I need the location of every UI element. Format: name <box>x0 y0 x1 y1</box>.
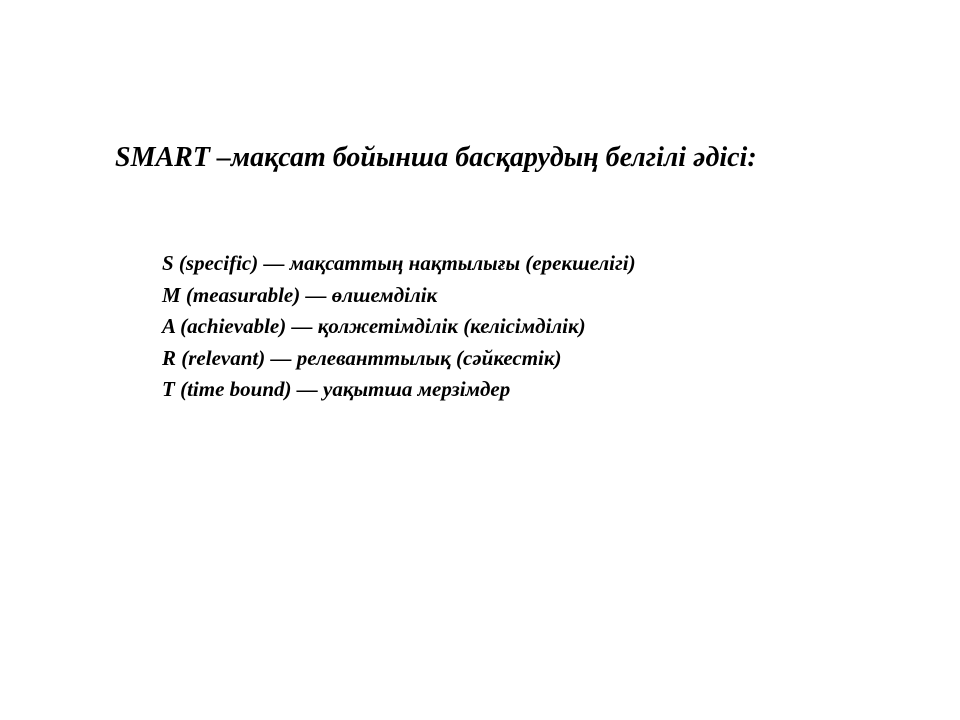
slide-title: SMART –мақсат бойынша басқарудың белгілі әдісі: <box>115 142 757 173</box>
list-item-relevant: R (relevant) — релеванттылық (сәйкестік) <box>162 345 562 370</box>
list-item-time-bound: T (time bound) — уақытша мерзімдер <box>162 377 511 401</box>
list-item-measurable: M (measurable) — өлшемділік <box>162 282 438 307</box>
smart-criteria-list <box>162 248 902 406</box>
list-item-specific: S (specific) — мақсаттың нақтылығы (ерекшелігі) <box>162 251 636 275</box>
list-item-achievable: A (achievable) — қолжетімділік (келісімділік) <box>162 314 586 338</box>
